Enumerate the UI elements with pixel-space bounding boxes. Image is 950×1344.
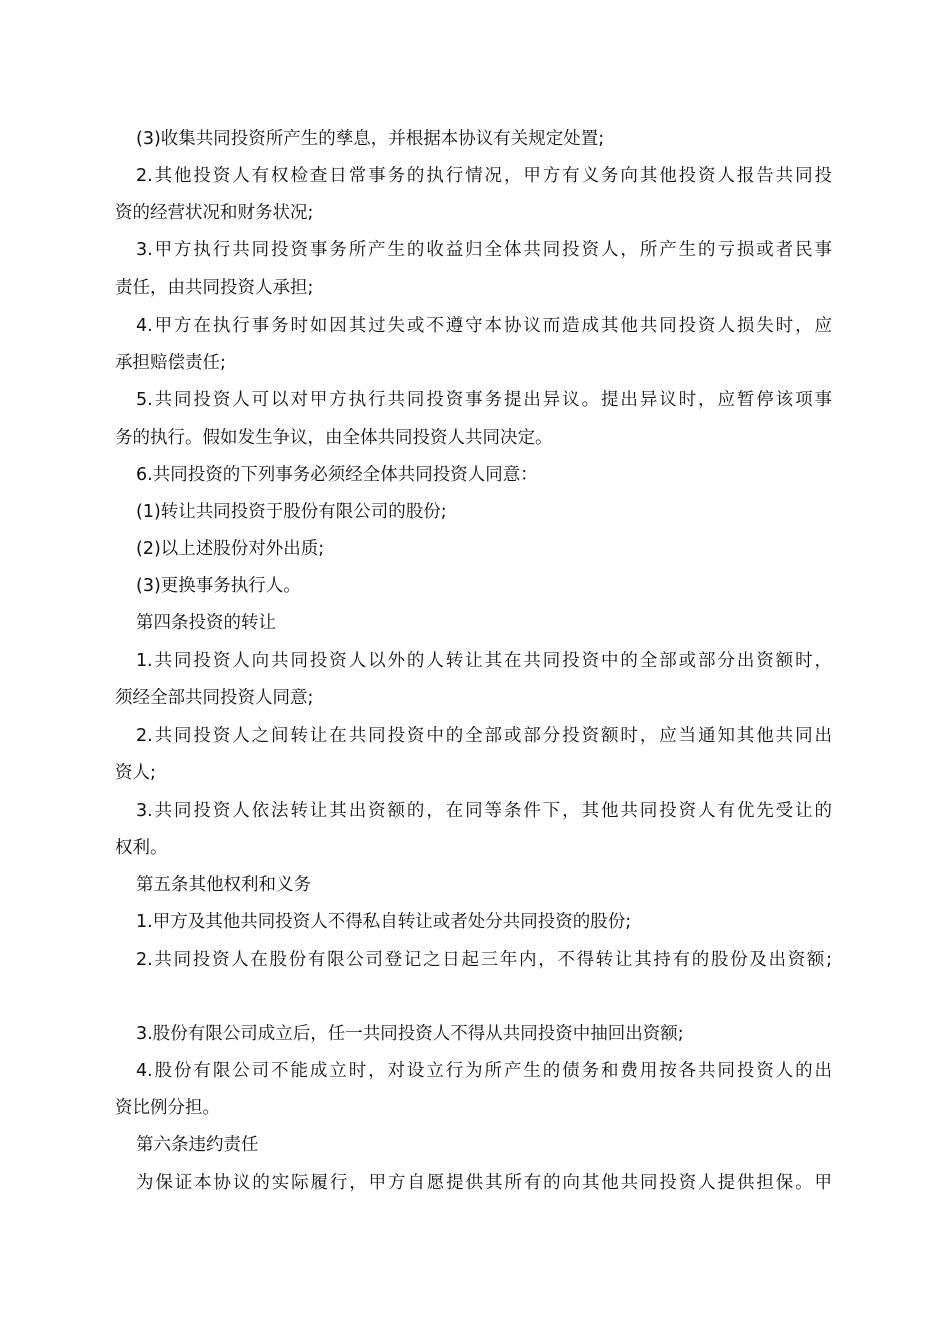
text-line: 2.其他投资人有权检查日常事务的执行情况，甲方有义务向其他投资人报告共同投	[136, 166, 832, 186]
section-heading: 第六条违约责任	[136, 1135, 259, 1155]
text-line: (3)收集共同投资所产生的孳息，并根据本协议有关规定处置;	[136, 129, 605, 149]
text-line: 3.共同投资人依法转让其出资额的，在同等条件下，其他共同投资人有优先受让的	[136, 801, 832, 821]
text-line: 6.共同投资的下列事务必须经全体共同投资人同意：	[136, 465, 538, 485]
text-line: 资人;	[115, 763, 156, 783]
text-line: 5.共同投资人可以对甲方执行共同投资事务提出异议。提出异议时，应暂停该项事	[136, 390, 832, 410]
text-line: 务的执行。假如发生争议，由全体共同投资人共同决定。	[115, 428, 553, 448]
text-line: 3.股份有限公司成立后，任一共同投资人不得从共同投资中抽回出资额;	[136, 1024, 684, 1044]
text-line: 资比例分担。	[115, 1098, 220, 1118]
section-heading: 第四条投资的转让	[136, 613, 276, 633]
text-line: 2.共同投资人在股份有限公司登记之日起三年内，不得转让其持有的股份及出资额;	[136, 950, 832, 970]
text-line: 4.股份有限公司不能成立时，对设立行为所产生的债务和费用按各共同投资人的出	[136, 1061, 832, 1081]
text-line: (3)更换事务执行人。	[136, 576, 301, 596]
text-line: (1)转让共同投资于股份有限公司的股份;	[136, 502, 447, 522]
text-line: (2)以上述股份对外出质;	[136, 539, 325, 559]
text-line: 1.共同投资人向共同投资人以外的人转让其在共同投资中的全部或部分出资额时，	[136, 651, 832, 671]
text-line: 2.共同投资人之间转让在共同投资中的全部或部分投资额时，应当通知其他共同出	[136, 726, 832, 746]
text-line: 4.甲方在执行事务时如因其过失或不遵守本协议而造成其他共同投资人损失时，应	[136, 316, 832, 336]
section-heading: 第五条其他权利和义务	[136, 875, 311, 895]
text-line: 权利。	[115, 838, 168, 858]
text-line: 3.甲方执行共同投资事务所产生的收益归全体共同投资人，所产生的亏损或者民事	[136, 240, 832, 260]
text-line: 责任，由共同投资人承担;	[115, 278, 314, 298]
text-line: 须经全部共同投资人同意;	[115, 688, 314, 708]
text-line: 资的经营状况和财务状况;	[115, 203, 314, 223]
text-line: 承担赔偿责任;	[115, 353, 226, 373]
text-line: 1.甲方及其他共同投资人不得私自转让或者处分共同投资的股份;	[136, 912, 632, 932]
text-line: 为保证本协议的实际履行，甲方自愿提供其所有的向其他共同投资人提供担保。甲	[136, 1173, 832, 1193]
